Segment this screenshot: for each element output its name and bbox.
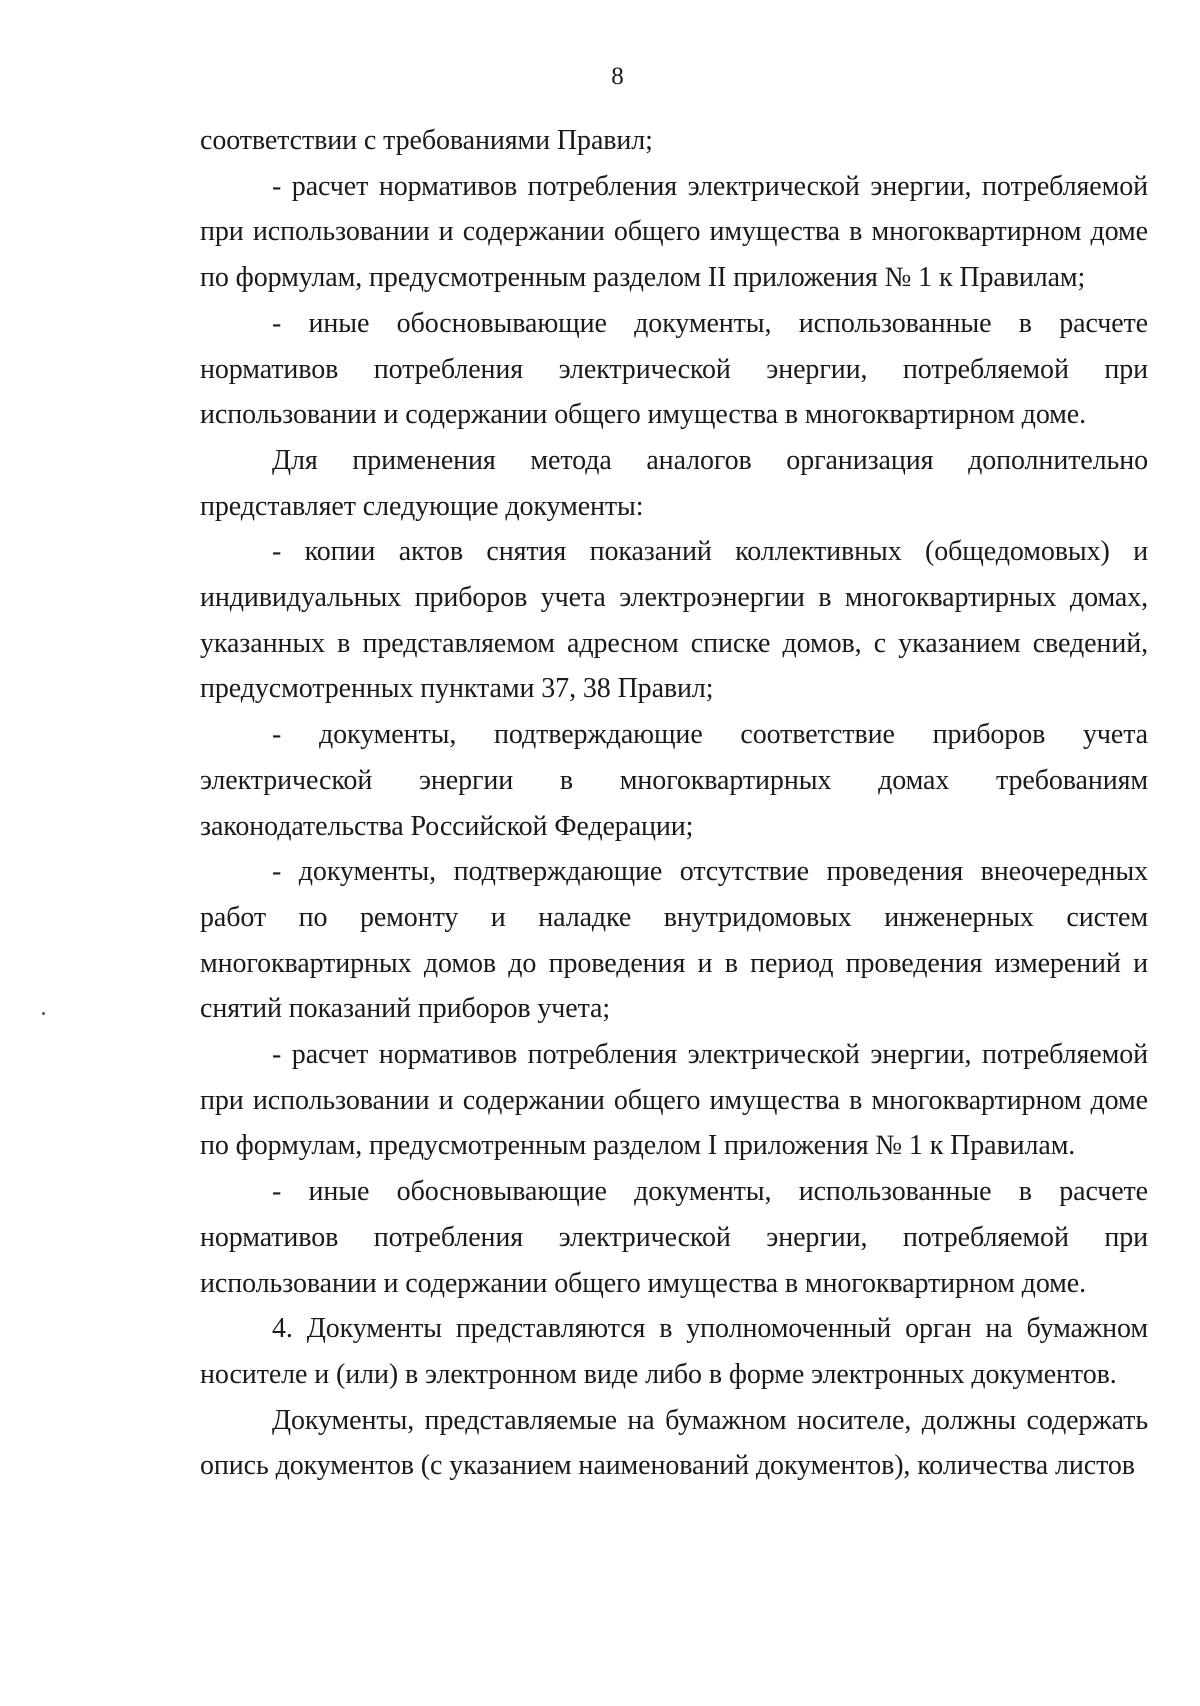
paragraph: Для применения метода аналогов организация дополнительно представляет следующие документы:	[200, 444, 1148, 522]
paragraph: - документы, подтверждающие отсутствие проведения внеочередных работ по ремонту и наладке внутридомовых инженерных систем многоквартирных домов до проведения и в период проведения измерений и снятий показаний приборов учета;	[200, 856, 1148, 1025]
paragraph: - документы, подтверждающие соответствие приборов учета электрической энергии в многоквартирных домах требованиям законодательства Российской Федерации;	[200, 719, 1148, 842]
document-body	[200, 118, 1148, 1489]
paragraph: - иные обосновывающие документы, использованные в расчете нормативов потребления электрической энергии, потребляемой при использовании и содержании общего имущества в многоквартирном доме.	[200, 307, 1148, 431]
paragraph: Документы, представляемые на бумажном носителе, должны содержать опись документов (с указанием наименований документов), количества листов	[200, 1404, 1148, 1482]
paragraph: - расчет нормативов потребления электрической энергии, потребляемой при использовании и содержании общего имущества в многоквартирном доме по формулам, предусмотренным разделом I приложения № 1 к Правилам.	[200, 1039, 1148, 1162]
paragraph: - расчет нормативов потребления электрической энергии, потребляемой при использовании и содержании общего имущества в многоквартирном доме по формулам, предусмотренным разделом II приложения № 1 к Правилам;	[200, 170, 1148, 294]
scan-speck	[42, 1012, 45, 1015]
paragraph: - иные обосновывающие документы, использованные в расчете нормативов потребления электрической энергии, потребляемой при использовании и содержании общего имущества в многоквартирном доме.	[200, 1176, 1148, 1299]
paragraph: соответствии с требованиями Правил;	[200, 125, 653, 156]
page-number: 8	[611, 63, 624, 90]
paragraph: 4. Документы представляются в уполномоченный орган на бумажном носителе и (или) в электронном виде либо в форме электронных документов.	[200, 1313, 1148, 1390]
paragraph: - копии актов снятия показаний коллективных (общедомовых) и индивидуальных приборов учета электроэнергии в многоквартирных домах, указанных в представляемом адресном списке домов, с указанием сведений, предусмотренных пунктами 37, 38 Правил;	[200, 536, 1148, 705]
